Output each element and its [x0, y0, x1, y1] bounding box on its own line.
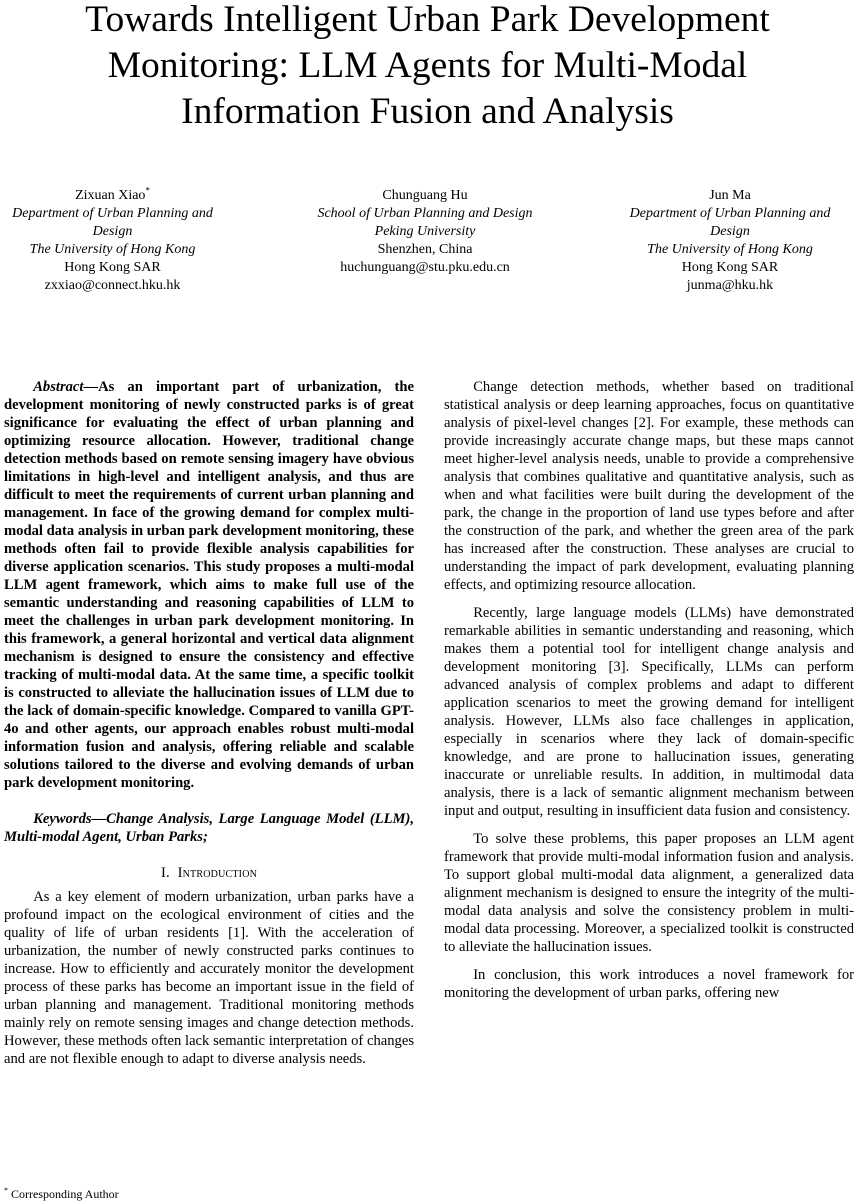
author-department-cont: Design — [92, 224, 133, 239]
section-heading-introduction — [4, 864, 414, 882]
author-name: Jun Ma — [709, 188, 751, 203]
author-name: Zixuan Xiao — [75, 188, 146, 203]
paper-title: Towards Intelligent Urban Park Development Monitoring: LLM Agents for Multi-Modal Information Fusion and Analysis — [85, 0, 770, 132]
footnote — [4, 1184, 119, 1201]
author-location: Hong Kong SAR — [681, 260, 779, 275]
author-department-cont: Design — [710, 224, 750, 239]
keywords: Keywords—Change Analysis, Large Language Model (LLM), Multi-modal Agent, Urban Parks; — [4, 811, 414, 845]
author-location: Hong Kong SAR — [64, 260, 161, 275]
section-title: Introduction — [177, 865, 258, 881]
footnote-mark: * — [4, 1186, 8, 1195]
paragraph: Change detection methods, whether based on traditional statistical analysis or deep learning approaches, focus on quantitative analysis of pixel-level changes [2]. For example, these methods can provide increasingly accurate change maps, but these maps cannot meet higher-level analysis needs, unable to provide a comprehensive analysis that combines qualitative and quantitative analysis, such as when and what facilities were built during the development of the park, the change in the proportion of land use types before and after the construction of the park, and whether the green area of the park has increased after the construction. These analyses are crucial to understanding the impact of park development, evaluating planning effects, and optimizing resource allocation. — [444, 379, 854, 593]
author-email: huchunguang@stu.pku.edu.cn — [340, 260, 510, 275]
author-location: Shenzhen, China — [377, 242, 473, 257]
paragraph: As a key element of modern urbanization, urban parks have a profound impact on the ecological environment of cities and the quality of life of urban residents [1]. With the acceleration of urbanization, the number of newly constructed parks continues to increase. How to efficiently and accurately monitor the development process of these parks has become an important issue in the field of urban planning and management. Traditional monitoring methods mainly rely on remote sensing images and change detection methods. However, these methods often lack semantic interpretation of changes and are not flexible enough to adapt to diverse analysis needs. — [4, 889, 414, 1067]
paragraph: Recently, large language models (LLMs) have demonstrated remarkable abilities in semantic understanding and reasoning, which makes them a potential tool for intelligent change analysis and development monitoring [3]. Specifically, LLMs can perform advanced analysis of complex problems and adapt to different application scenarios to meet the growing demand for intelligent analysis. However, LLMs also face challenges in application, especially in scenarios where they lack of domain-specific knowledge, and are prone to hallucination issues, generating inaccurate or unreliable results. In addition, in multimodal data analysis, there is a lack of semantic alignment mechanism between input and output, resulting in insufficient data fusion and consistency. — [444, 605, 854, 819]
right-column — [444, 378, 854, 1002]
author-department: School of Urban Planning and Design — [317, 206, 533, 221]
left-column — [4, 378, 414, 1068]
footnote-text: Corresponding Author — [8, 1187, 119, 1201]
author-department: Department of Urban Planning and — [12, 206, 213, 221]
author-institution: The University of Hong Kong — [29, 242, 196, 257]
author-institution: The University of Hong Kong — [647, 242, 813, 257]
paragraph: To solve these problems, this paper proposes an LLM agent framework that provide multi-modal information fusion and analysis. To support global multi-modal data alignment, a generalized data alignment mechanism is designed to ensure the integrity of the multi-modal data analysis and solve the consistency problem in multi-modal data processing. Moreover, a specialized toolkit is constructed to alleviate the hallucination issues. — [444, 831, 854, 955]
abstract-text: —As an important part of urbanization, the development monitoring of newly constructed parks is of great significance for evaluating the effect of urban planning and optimizing resource allocation. However, traditional change detection methods based on remote sensing imagery have obvious limitations in high-level and intelligent analysis, and thus are difficult to meet the requirements of current urban planning and management. In face of the growing demand for complex multi-modal data analysis in urban park development monitoring, these methods often fail to provide flexible analysis capabilities for diverse application scenarios. This study proposes a multi-modal LLM agent framework, which aims to make full use of the semantic understanding and reasoning capabilities of LLM to meet the challenges in urban park development monitoring. In this framework, a general horizontal and vertical data alignment mechanism is designed to ensure the consistency and effective tracking of multi-modal data. At the same time, a specific toolkit is constructed to alleviate the hallucination issues of LLM due to the lack of domain-specific knowledge. Compared to vanilla GPT-4o and other agents, our approach enables robust multi-modal information fusion and analysis, offering reliable and scalable solutions tailored to the diverse and evolving demands of urban park development monitoring. — [4, 379, 414, 791]
abstract-label: Abstract — [33, 379, 84, 395]
author-email: zxxiao@connect.hku.hk — [44, 278, 181, 293]
author-block — [0, 187, 225, 295]
author-email: junma@hku.hk — [686, 278, 774, 293]
section-number: I. — [160, 865, 170, 881]
corresponding-mark: * — [145, 185, 150, 196]
author-institution: Peking University — [374, 224, 476, 239]
paragraph: In conclusion, this work introduces a novel framework for monitoring the development of urban parks, offering new — [444, 967, 854, 1001]
author-block — [615, 187, 845, 295]
author-department: Department of Urban Planning and — [629, 206, 831, 221]
abstract — [4, 378, 414, 792]
author-name: Chunguang Hu — [382, 188, 468, 203]
author-block — [290, 187, 560, 277]
